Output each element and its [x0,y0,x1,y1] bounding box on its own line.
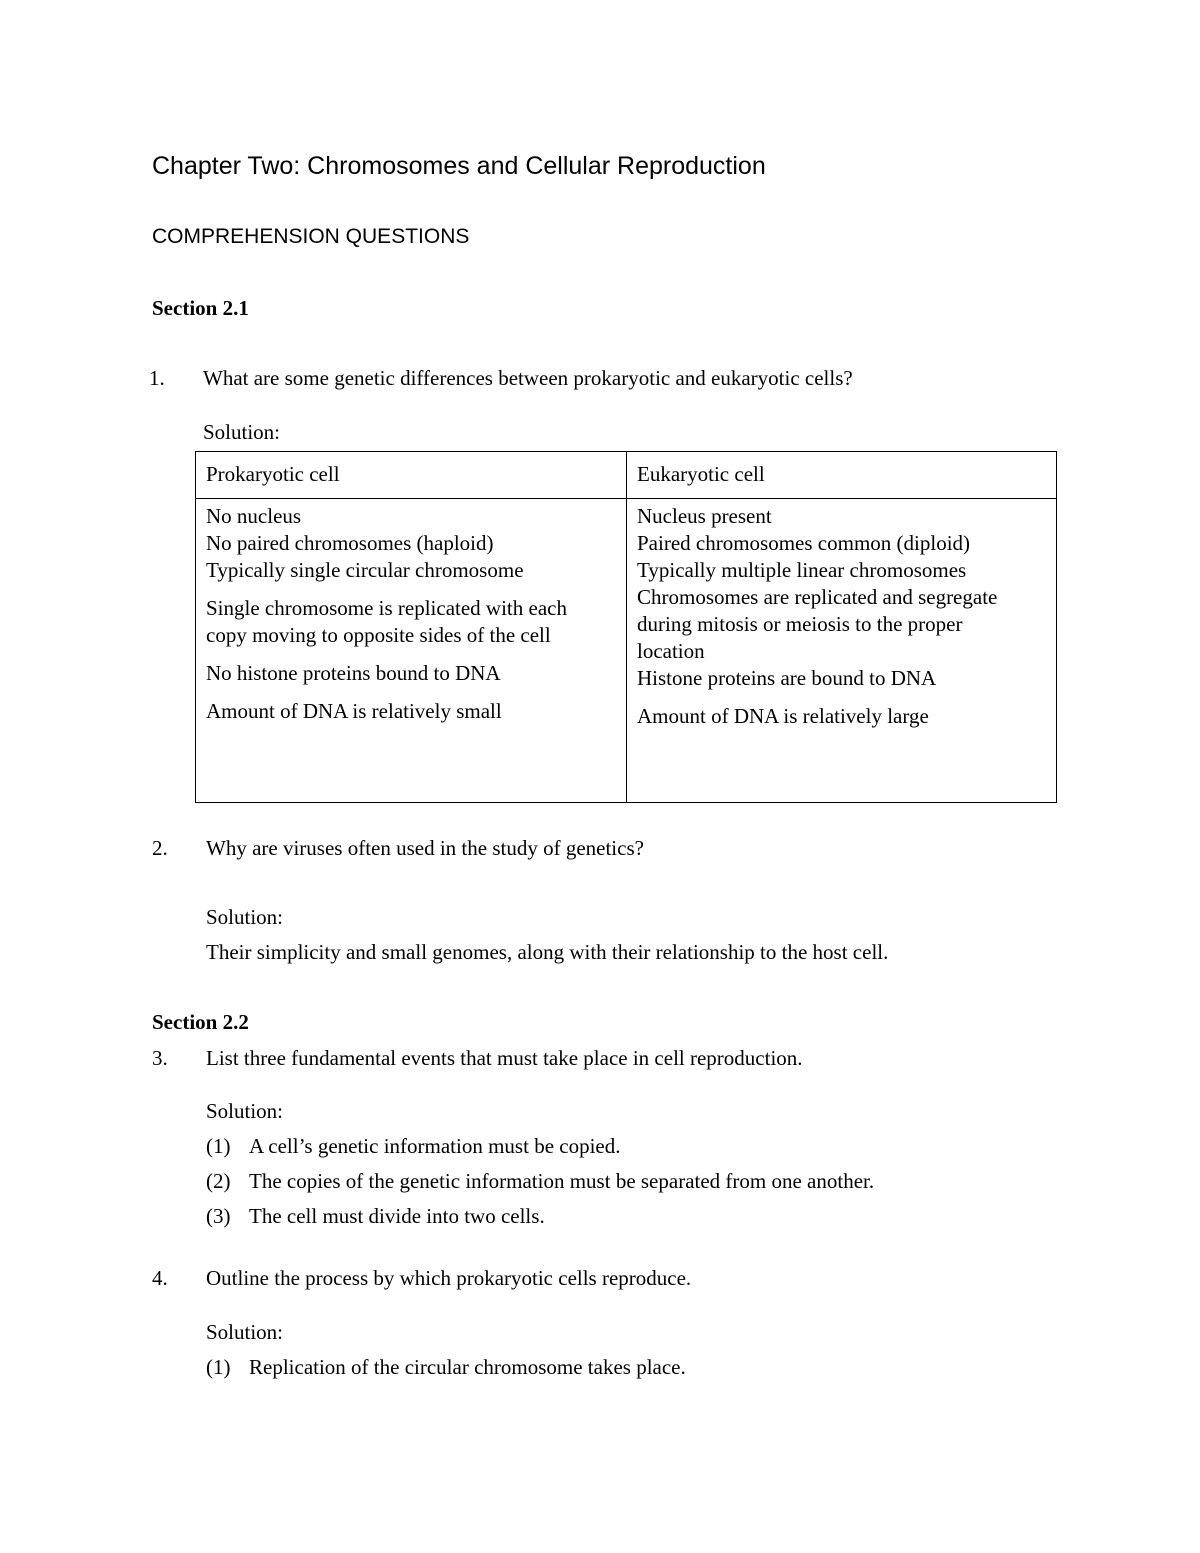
table-cell-line: Typically multiple linear chromosomes [637,558,967,582]
table-cell-line: copy moving to opposite sides of the cell [206,623,551,647]
question-number-3: 3. [152,1046,168,1070]
table-header-divider [196,498,1056,499]
list-item-number: (2) [206,1169,231,1193]
table-cell-line: No histone proteins bound to DNA [206,661,501,685]
table-cell-line: Histone proteins are bound to DNA [637,666,937,690]
table-cell-line: No paired chromosomes (haploid) [206,531,494,555]
table-header-prokaryotic: Prokaryotic cell [206,462,340,486]
table-cell-line: Paired chromosomes common (diploid) [637,531,971,555]
comprehension-heading: COMPREHENSION QUESTIONS [152,225,470,248]
list-item-text: The copies of the genetic information must be separated from one another. [249,1169,875,1193]
question-number-1: 1. [149,366,165,390]
chapter-title: Chapter Two: Chromosomes and Cellular Reproduction [152,152,766,180]
question-text-4: Outline the process by which prokaryotic cells reproduce. [206,1266,692,1290]
question-number-2: 2. [152,836,168,860]
question-text-1: What are some genetic differences between prokaryotic and eukaryotic cells? [203,366,853,390]
solution-label-1: Solution: [203,420,281,444]
table-cell-line: Amount of DNA is relatively small [206,699,502,723]
answer-text-2: Their simplicity and small genomes, along with their relationship to the host cell. [206,940,889,964]
table-cell-line: Chromosomes are replicated and segregate [637,585,998,609]
solution-label-3: Solution: [206,1099,284,1123]
table-cell-line: during mitosis or meiosis to the proper [637,612,963,636]
list-item-number: (3) [206,1204,231,1228]
list-item-number: (1) [206,1134,231,1158]
prokaryotic-traits-cell [206,503,567,725]
comparison-table [195,451,1057,803]
table-cell-line: No nucleus [206,504,302,528]
table-cell-line: Nucleus present [637,504,772,528]
question-text-3: List three fundamental events that must take place in cell reproduction. [206,1046,803,1070]
list-item-text: The cell must divide into two cells. [249,1204,545,1228]
table-cell-line: location [637,639,705,663]
table-column-divider [626,452,627,802]
solution-label-4: Solution: [206,1320,284,1344]
section-heading-2-1: Section 2.1 [152,296,249,320]
list-item-number: (1) [206,1355,231,1379]
table-cell-line: Typically single circular chromosome [206,558,524,582]
solution-label-2: Solution: [206,905,284,929]
table-header-eukaryotic: Eukaryotic cell [637,462,765,486]
list-item-text: Replication of the circular chromosome takes place. [249,1355,686,1379]
eukaryotic-traits-cell [637,503,997,730]
section-heading-2-2: Section 2.2 [152,1010,249,1034]
question-text-2: Why are viruses often used in the study of genetics? [206,836,644,860]
question-number-4: 4. [152,1266,168,1290]
list-item-text: A cell’s genetic information must be copied. [249,1134,621,1158]
table-cell-line: Amount of DNA is relatively large [637,704,929,728]
table-cell-line: Single chromosome is replicated with each [206,596,567,620]
